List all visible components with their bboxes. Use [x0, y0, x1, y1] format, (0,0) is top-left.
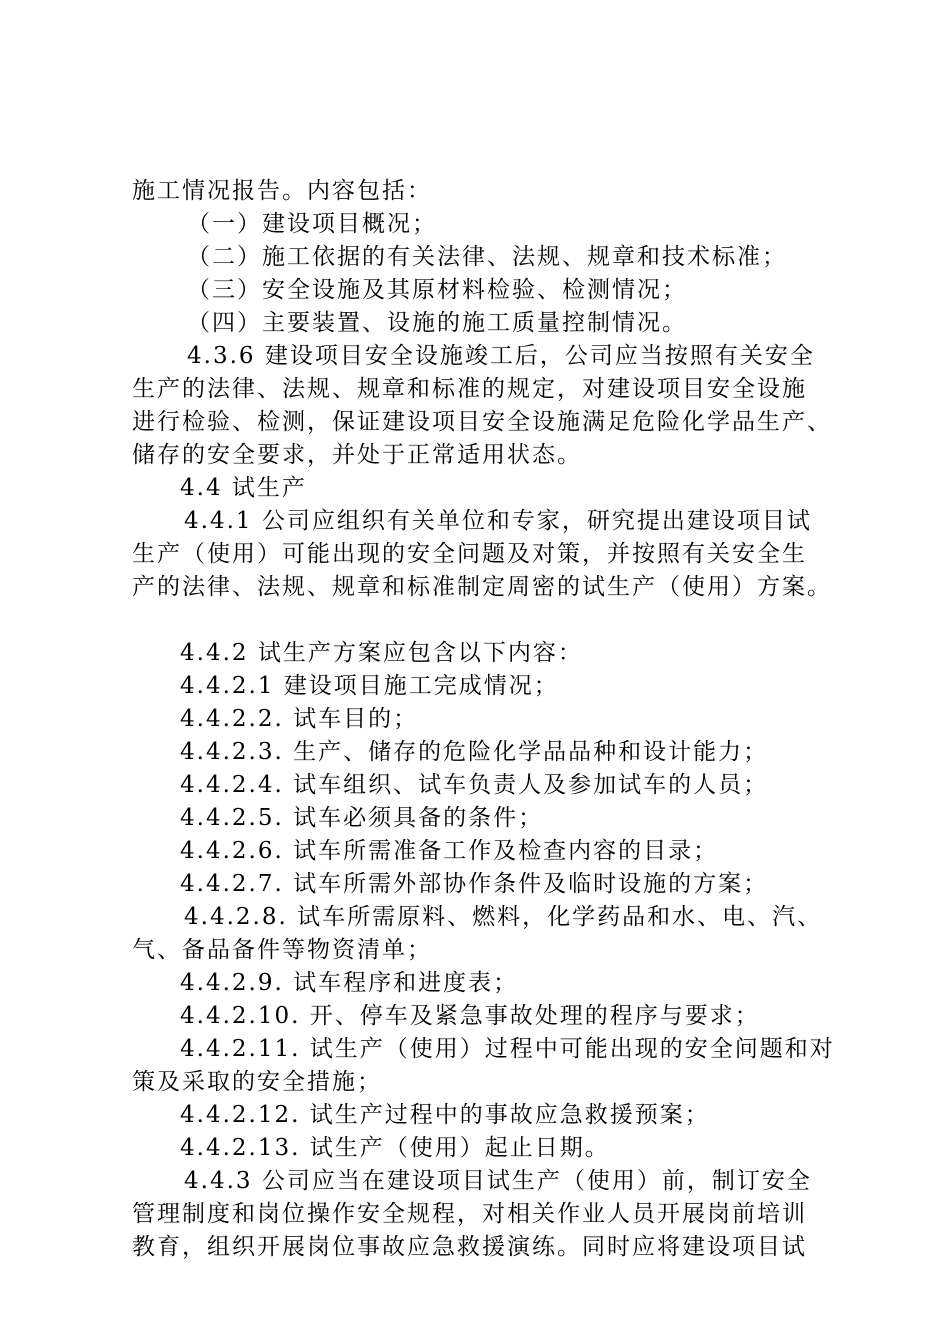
- paragraph-line: 生产（使用）可能出现的安全问题及对策，并按照有关安全生: [132, 541, 807, 567]
- section-4-4-2-heading: 4.4.2 试生产方案应包含以下内容：: [180, 640, 583, 666]
- paragraph-line: 气、备品备件等物资清单；: [132, 937, 432, 963]
- list-item: 4.4.2.10. 开、停车及紧急事故处理的程序与要求；: [180, 1003, 760, 1029]
- paragraph-line: 储存的安全要求，并处于正常适用状态。: [132, 442, 582, 468]
- list-item: 4.4.2.7. 试车所需外部协作条件及临时设施的方案；: [180, 871, 769, 897]
- list-item: 4.4.2.12. 试生产过程中的事故应急救援预案；: [180, 1102, 710, 1128]
- section-4-4-heading: 4.4 试生产: [180, 475, 307, 501]
- section-4-4-3-heading-line: 4.4.3 公司应当在建设项目试生产（使用）前，制订安全: [184, 1168, 812, 1194]
- paragraph-line: 产的法律、法规、规章和标准制定周密的试生产（使用）方案。: [132, 574, 832, 600]
- paragraph-line: 施工情况报告。内容包括：: [132, 178, 432, 204]
- list-item: 4.4.2.2. 试车目的；: [180, 706, 419, 732]
- list-item: 4.4.2.5. 试车必须具备的条件；: [180, 805, 544, 831]
- section-4-4-1-heading-line: 4.4.1 公司应组织有关单位和专家，研究提出建设项目试: [184, 508, 812, 534]
- document-body: [132, 175, 852, 1264]
- list-item: （三）安全设施及其原材料检验、检测情况；: [187, 277, 687, 303]
- paragraph-line: 管理制度和岗位操作安全规程，对相关作业人员开展岗前培训: [132, 1201, 807, 1227]
- list-item: （四）主要装置、设施的施工质量控制情况。: [187, 310, 687, 336]
- list-item: 4.4.2.8. 试车所需原料、燃料，化学药品和水、电、汽、: [184, 904, 823, 930]
- list-item: 4.4.2.3. 生产、储存的危险化学品品种和设计能力；: [180, 739, 769, 765]
- paragraph-line: 教育，组织开展岗位事故应急救援演练。同时应将建设项目试: [132, 1234, 807, 1260]
- list-item: （二）施工依据的有关法律、法规、规章和技术标准；: [187, 244, 787, 270]
- blank-line: [132, 604, 852, 637]
- list-item: 4.4.2.13. 试生产（使用）起止日期。: [180, 1135, 610, 1161]
- list-item: 4.4.2.6. 试车所需准备工作及检查内容的目录；: [180, 838, 719, 864]
- paragraph-line: 策及采取的安全措施；: [132, 1069, 382, 1095]
- list-item: 4.4.2.9. 试车程序和进度表；: [180, 970, 519, 996]
- list-item: 4.4.2.1 建设项目施工完成情况；: [180, 673, 559, 699]
- list-item: 4.4.2.11. 试生产（使用）过程中可能出现的安全问题和对: [180, 1036, 835, 1062]
- paragraph-line: 进行检验、检测，保证建设项目安全设施满足危险化学品生产、: [132, 409, 832, 435]
- paragraph-line: 生产的法律、法规、规章和标准的规定，对建设项目安全设施: [132, 376, 807, 402]
- list-item: （一）建设项目概况；: [187, 211, 437, 237]
- section-4-3-6-heading-line: 4.3.6 建设项目安全设施竣工后，公司应当按照有关安全: [187, 343, 815, 369]
- list-item: 4.4.2.4. 试车组织、试车负责人及参加试车的人员；: [180, 772, 769, 798]
